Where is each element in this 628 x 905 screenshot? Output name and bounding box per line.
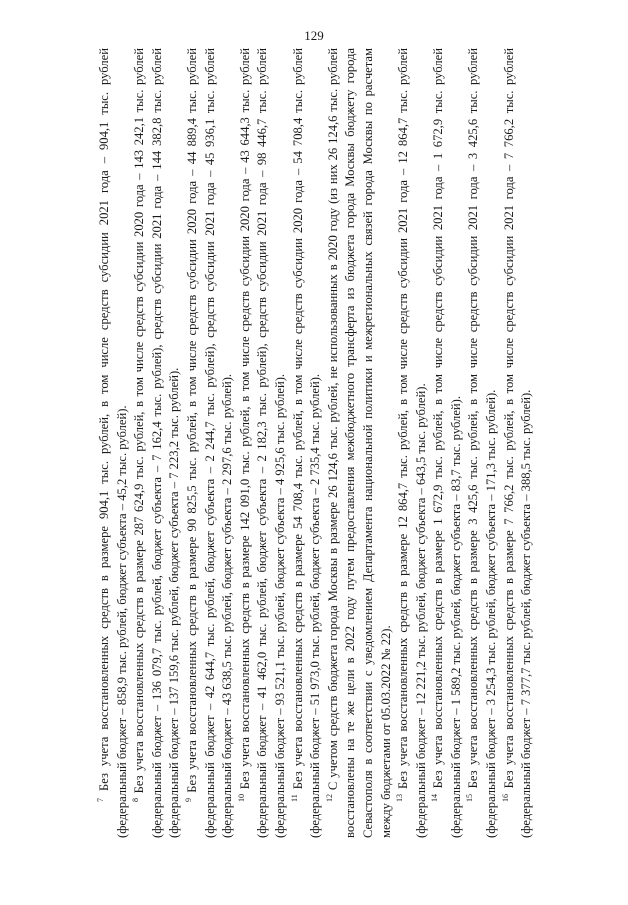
footnote-marker: 8	[131, 798, 141, 802]
footnote-marker: 11	[289, 794, 299, 802]
footnote-text: Без учета восстановленных средств в размере 7 766,2 тыс. рублей, в том числе средств субсидии 2021 года – 7 766,2 тыс. рублей (федеральный бюджет – 7 377,7 тыс. рублей, бюджет субъекта – 388,5 тыс. рублей).	[501, 48, 534, 838]
footnote-text: Без учета восстановленных средств в размере 3 425,6 тыс. рублей, в том числе средств субсидии 2021 года – 3 425,6 тыс. рублей (федеральный бюджет – 3 254,3 тыс. рублей, бюджет субъекта – 171,3 тыс. рублей).	[466, 48, 499, 838]
footnote-marker: 9	[183, 798, 193, 802]
footnote-13	[395, 48, 430, 838]
footnote-text: Без учета восстановленных средств в размере 904,1 тыс. рублей, в том числе средств субсидии 2021 года – 904,1 тыс. рублей (федеральный бюджет – 858,9 тыс. рублей, бюджет субъекта – 45,2 тыс. рублей).	[97, 48, 129, 838]
footnote-15	[465, 48, 500, 838]
footnote-marker: 15	[465, 794, 475, 802]
footnote-11	[290, 48, 325, 838]
footnote-8	[131, 48, 184, 838]
footnote-14	[430, 48, 465, 838]
footnote-text: Без учета восстановленных средств в размере 1 672,9 тыс. рублей, в том числе средств субсидии 2021 года – 1 672,9 тыс. рублей (федеральный бюджет – 1 589,2 тыс. рублей, бюджет субъекта – 83,7 тыс. рублей).	[431, 48, 463, 838]
footnote-marker: 13	[395, 794, 405, 802]
footnotes-block	[96, 48, 596, 838]
footnote-marker: 16	[500, 794, 510, 802]
footnote-text: Без учета восстановленных средств в размере 90 825,5 тыс. рублей, в том числе средств субсидии 2020 года – 44 889,4 тыс. рублей (федеральный бюджет – 42 644,7 тыс. рублей, бюджет субъекта – 2 244,7 тыс. рублей), средств субсидии 2021 года – 45 936,1 тыс. рублей (федеральный бюджет – 43 638,5 тыс. рублей, бюджет субъекта – 2 297,6 тыс. рублей).	[184, 48, 235, 838]
footnote-text: Без учета восстановленных средств в размере 12 864,7 тыс. рублей, в том числе средств субсидии 2021 года – 12 864,7 тыс. рублей (федеральный бюджет – 12 221,2 тыс. рублей, бюджет субъекта – 643,5 тыс. рублей).	[396, 48, 428, 838]
footnote-16	[501, 48, 536, 838]
footnote-marker: 7	[96, 798, 105, 802]
footnote-9	[184, 48, 237, 838]
footnote-text: Без учета восстановленных средств в размере 54 708,4 тыс. рублей, в том числе средств субсидии 2020 года – 54 708,4 тыс. рублей (федеральный бюджет – 51 973,0 тыс. рублей, бюджет субъекта – 2 735,4 тыс. рублей).	[290, 48, 323, 838]
footnote-marker: 12	[324, 794, 334, 802]
page-number: 129	[304, 28, 324, 43]
footnote-marker: 10	[236, 794, 246, 802]
footnote-7	[96, 48, 131, 838]
footnote-text: С учетом средств бюджета города Москвы в размере 26 124,6 тыс. рублей, не использованных в 2020 году (из них 26 124,6 тыс. рублей восстановлены на те же цели в 2022 году путем предоставления межбюджетного трансферта из бюджета города Москвы бюджету города Севастополя в соответствии с уведомлением Департамента национальной политики и межрегиональных связей города Москвы по расчетам между бюджетами от 05.03.2022 № 22).	[325, 48, 393, 838]
footnote-marker: 14	[430, 794, 440, 802]
footnote-12	[325, 48, 395, 838]
footnote-text: Без учета восстановленных средств в размере 287 624,9 тыс. рублей, в том числе средств субсидии 2020 года – 143 242,1 тыс. рублей (федеральный бюджет – 136 079,7 тыс. рублей, бюджет субъекта – 7 162,4 тыс. рублей), средств субсидии 2021 года – 144 382,8 тыс. рублей (федеральный бюджет – 137 159,6 тыс. рублей, бюджет субъекта – 7 223,2 тыс. рублей).	[132, 48, 182, 838]
footnote-10	[237, 48, 290, 838]
footnote-text: Без учета восстановленных средств в размере 142 091,0 тыс. рублей, в том числе средств субсидии 2020 года – 43 644,3 тыс. рублей (федеральный бюджет – 41 462,0 тыс. рублей, бюджет субъекта – 2 182,3 тыс. рублей), средств субсидии 2021 года – 98 446,7 тыс. рублей (федеральный бюджет – 93 521,1 тыс. рублей, бюджет субъекта – 4 925,6 тыс. рублей).	[237, 48, 287, 838]
